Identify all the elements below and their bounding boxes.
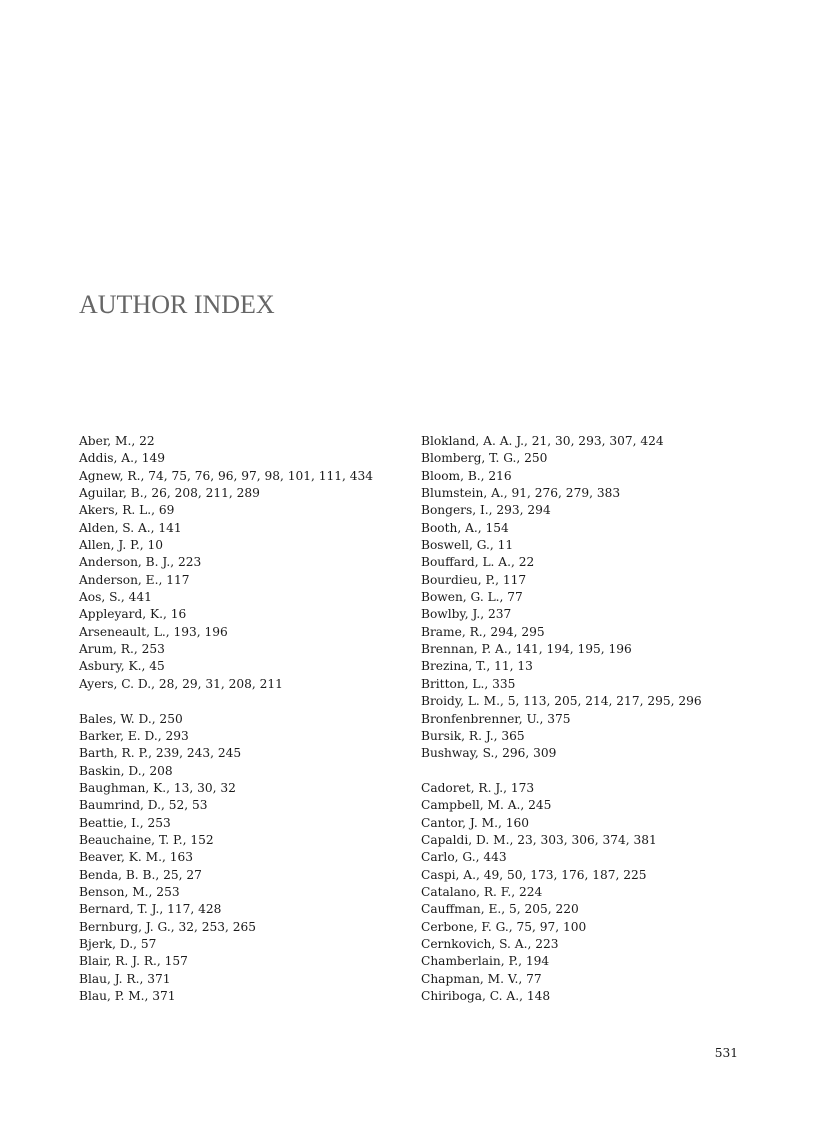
- index-entry: Baughman, K., 13, 30, 32: [79, 780, 236, 795]
- index-entry: Chamberlain, P., 194: [421, 954, 550, 969]
- index-entry: Addis, A., 149: [79, 451, 165, 466]
- index-entry: Alden, S. A., 141: [79, 520, 182, 535]
- index-entry: Baskin, D., 208: [79, 763, 173, 778]
- group-spacer: [421, 763, 751, 780]
- index-entry: Boswell, G., 11: [421, 538, 514, 553]
- index-entry: Bowlby, J., 237: [421, 607, 512, 622]
- index-entry: Cantor, J. M., 160: [421, 815, 529, 830]
- index-entry: Beaver, K. M., 163: [79, 850, 193, 865]
- index-entry: Benson, M., 253: [79, 884, 180, 899]
- index-group-b-continued: [421, 433, 751, 763]
- index-entry: Benda, B. B., 25, 27: [79, 867, 202, 882]
- index-entry: Bushway, S., 296, 309: [421, 746, 557, 761]
- index-entry: Campbell, M. A., 245: [421, 798, 552, 813]
- index-entry: Booth, A., 154: [421, 520, 509, 535]
- index-entry: Brezina, T., 11, 13: [421, 659, 533, 674]
- index-entry: Blokland, A. A. J., 21, 30, 293, 307, 424: [421, 434, 664, 448]
- index-entry: Blumstein, A., 91, 276, 279, 383: [421, 486, 621, 501]
- index-entry: Barth, R. P., 239, 243, 245: [79, 746, 242, 761]
- index-entry: Bongers, I., 293, 294: [421, 503, 551, 518]
- index-entry: Catalano, R. F., 224: [421, 884, 543, 899]
- index-entry: Brame, R., 294, 295: [421, 624, 545, 639]
- index-entry: Chiriboga, C. A., 148: [421, 989, 551, 1003]
- index-entry: Cadoret, R. J., 173: [421, 780, 535, 795]
- index-entry: Broidy, L. M., 5, 113, 205, 214, 217, 295, 296: [421, 694, 702, 709]
- index-entry: Britton, L., 335: [421, 676, 516, 691]
- index-entry: Anderson, E., 117: [79, 572, 190, 587]
- index-entry: Brennan, P. A., 141, 194, 195, 196: [421, 642, 632, 657]
- index-group-a: [79, 433, 409, 693]
- index-entry: Aos, S., 441: [79, 590, 152, 605]
- index-entry: Anderson, B. J., 223: [79, 555, 202, 570]
- index-entry: Cauffman, E., 5, 205, 220: [421, 902, 579, 917]
- index-entry: Ayers, C. D., 28, 29, 31, 208, 211: [79, 676, 283, 691]
- index-entry: Carlo, G., 443: [421, 850, 507, 865]
- index-entry: Bjerk, D., 57: [79, 936, 157, 951]
- index-entry: Bursik, R. J., 365: [421, 728, 525, 743]
- index-entry: Asbury, K., 45: [79, 659, 165, 674]
- page-title: AUTHOR INDEX: [79, 290, 275, 319]
- index-entry: Allen, J. P., 10: [79, 538, 163, 553]
- page-number: 531: [714, 1046, 738, 1060]
- index-entry: Arseneault, L., 193, 196: [79, 624, 228, 639]
- index-entry: Bloom, B., 216: [421, 468, 512, 483]
- index-entry: Bronfenbrenner, U., 375: [421, 711, 571, 726]
- index-entry: Bernard, T. J., 117, 428: [79, 902, 222, 917]
- index-column-right: [421, 433, 751, 1005]
- index-entry: Blair, R. J. R., 157: [79, 954, 188, 969]
- index-entry: Barker, E. D., 293: [79, 728, 189, 743]
- index-entry: Appleyard, K., 16: [79, 607, 187, 622]
- index-entry: Aguilar, B., 26, 208, 211, 289: [79, 486, 260, 501]
- index-entry: Bernburg, J. G., 32, 253, 265: [79, 919, 257, 934]
- index-entry: Cernkovich, S. A., 223: [421, 936, 559, 951]
- index-entry: Arum, R., 253: [79, 642, 165, 657]
- index-entry: Bales, W. D., 250: [79, 711, 183, 726]
- index-entry: Bowen, G. L., 77: [421, 590, 523, 605]
- index-column-left: [79, 433, 409, 1005]
- index-entry: Capaldi, D. M., 23, 303, 306, 374, 381: [421, 832, 657, 847]
- index-entry: Blomberg, T. G., 250: [421, 451, 548, 466]
- group-spacer: [79, 693, 409, 710]
- index-entry: Blau, J. R., 371: [79, 971, 171, 986]
- index-entry: Cerbone, F. G., 75, 97, 100: [421, 919, 587, 934]
- index-entry: Bouffard, L. A., 22: [421, 555, 535, 570]
- index-entry: Caspi, A., 49, 50, 173, 176, 187, 225: [421, 867, 647, 882]
- index-entry: Beattie, I., 253: [79, 815, 171, 830]
- index-entry: Beauchaine, T. P., 152: [79, 832, 214, 847]
- index-entry: Bourdieu, P., 117: [421, 572, 527, 587]
- index-entry: Aber, M., 22: [79, 434, 155, 448]
- index-entry: Blau, P. M., 371: [79, 989, 176, 1003]
- index-entry: Agnew, R., 74, 75, 76, 96, 97, 98, 101, 111, 434: [79, 468, 374, 483]
- index-entry: Akers, R. L., 69: [79, 503, 175, 518]
- index-entry: Baumrind, D., 52, 53: [79, 798, 208, 813]
- index-entry: Chapman, M. V., 77: [421, 971, 542, 986]
- index-group-b: [79, 711, 409, 1006]
- index-group-c: [421, 780, 751, 1005]
